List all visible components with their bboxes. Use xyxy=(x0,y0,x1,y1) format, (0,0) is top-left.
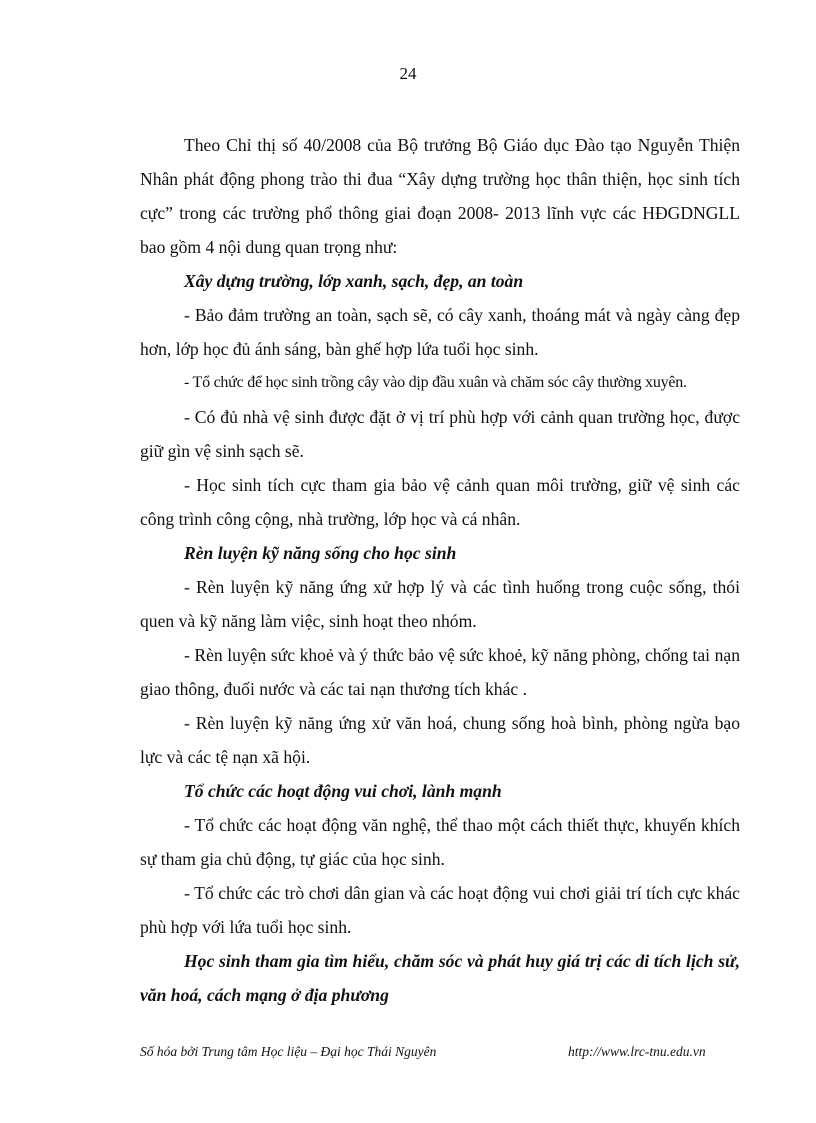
paragraph-environment: - Học sinh tích cực tham gia bảo vệ cảnh quan môi trường, giữ vệ sinh các công trình công cộng, nhà trường, lớp học và cá nhân. xyxy=(140,475,740,529)
section-heading-recreation: Tổ chức các hoạt động vui chơi, lành mạnh xyxy=(184,781,502,801)
intro-paragraph: Theo Chỉ thị số 40/2008 của Bộ trưởng Bộ Giáo dục Đào tạo Nguyễn Thiện Nhân phát động phong trào thi đua “Xây dựng trường học thân thiện, học sinh tích cực” trong các trường phổ thông giai đoạn 2008- 2013 lĩnh vực các HĐGDNGLL bao gồm 4 nội dung quan trọng như: xyxy=(140,135,740,257)
page-number: 24 xyxy=(399,64,417,83)
document-body xyxy=(140,128,740,1012)
paragraph-safe-school: - Bảo đảm trường an toàn, sạch sẽ, có cây xanh, thoáng mát và ngày càng đẹp hơn, lớp học đủ ánh sáng, bàn ghế hợp lứa tuổi học sinh. xyxy=(140,305,740,359)
paragraph-cultural-behavior: - Rèn luyện kỹ năng ứng xử văn hoá, chung sống hoà bình, phòng ngừa bạo lực và các tệ nạn xã hội. xyxy=(140,713,740,767)
section-heading-heritage: Học sinh tham gia tìm hiểu, chăm sóc và phát huy giá trị các di tích lịch sử, văn hoá, cách mạng ở địa phương xyxy=(140,951,740,1005)
paragraph-folk-games: - Tổ chức các trò chơi dân gian và các hoạt động vui chơi giải trí tích cực khác phù hợp với lứa tuổi học sinh. xyxy=(140,883,740,937)
footer-url[interactable]: http://www.lrc-tnu.edu.vn xyxy=(568,1044,706,1059)
paragraph-behavior-skills: - Rèn luyện kỹ năng ứng xử hợp lý và các tình huống trong cuộc sống, thói quen và kỹ năng làm việc, sinh hoạt theo nhóm. xyxy=(140,577,740,631)
paragraph-arts-sports: - Tổ chức các hoạt động văn nghệ, thể thao một cách thiết thực, khuyến khích sự tham gia chủ động, tự giác của học sinh. xyxy=(140,815,740,869)
paragraph-restrooms: - Có đủ nhà vệ sinh được đặt ở vị trí phù hợp với cảnh quan trường học, được giữ gìn vệ sinh sạch sẽ. xyxy=(140,407,740,461)
section-heading-green-school: Xây dựng trường, lớp xanh, sạch, đẹp, an toàn xyxy=(184,271,524,291)
paragraph-tree-planting: - Tổ chức để học sinh trồng cây vào dịp đầu xuân và chăm sóc cây thường xuyên. xyxy=(184,374,687,391)
paragraph-health-skills: - Rèn luyện sức khoẻ và ý thức bảo vệ sức khoẻ, kỹ năng phòng, chống tai nạn giao thông, đuối nước và các tai nạn thương tích khác . xyxy=(140,645,740,699)
footer-source: Số hóa bởi Trung tâm Học liệu – Đại học Thái Nguyên xyxy=(140,1044,437,1059)
section-heading-life-skills: Rèn luyện kỹ năng sống cho học sinh xyxy=(184,543,457,563)
